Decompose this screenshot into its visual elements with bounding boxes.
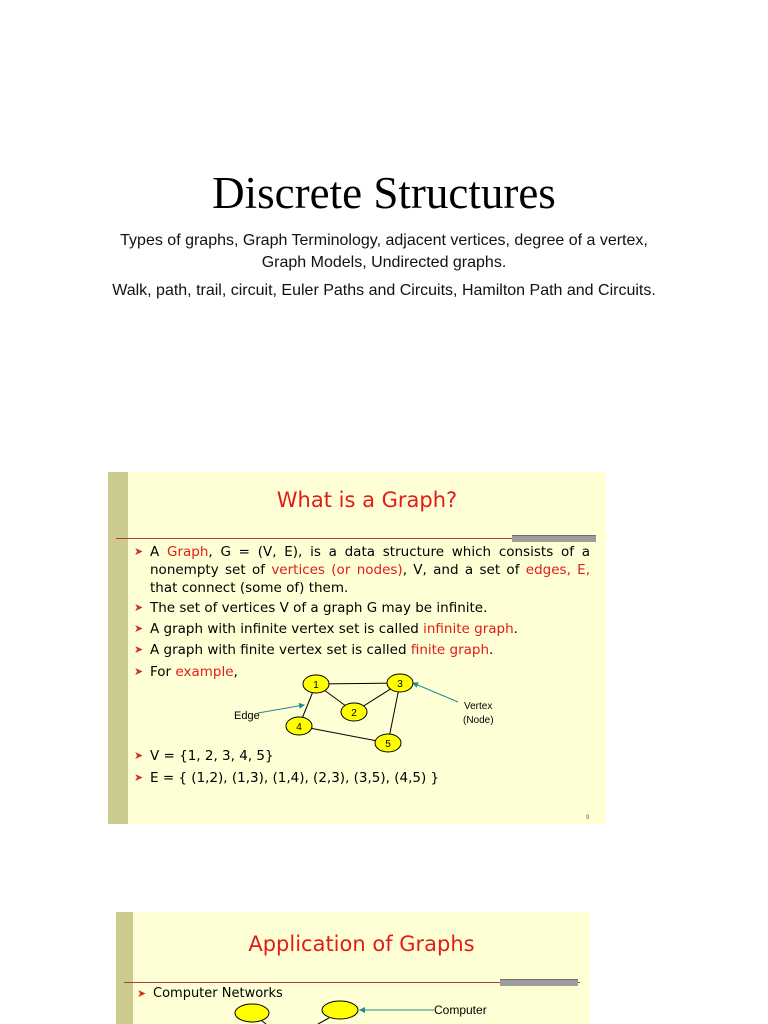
text: Computer Networks	[153, 986, 283, 1001]
text: , V, and a set of	[402, 562, 526, 578]
text: that connect (some of) them.	[150, 580, 349, 596]
page-title: Discrete Structures	[212, 168, 556, 218]
text: A graph with finite vertex set is called	[150, 642, 411, 658]
bullet-arrow-icon: ➤	[134, 545, 144, 558]
vertex-pointer-arrow	[413, 683, 458, 702]
text: V = {1, 2, 3, 4, 5}	[150, 748, 274, 764]
text: nonempty set of	[150, 562, 272, 578]
edge-caption: Edge	[234, 710, 260, 722]
edge-pointer-arrow	[258, 705, 304, 713]
slide-heading: What is a Graph?	[276, 488, 458, 512]
bullet-arrow-icon: ➤	[134, 771, 144, 784]
term-infinite-graph: infinite graph	[423, 621, 514, 637]
term-graph: Graph	[166, 544, 209, 560]
network-node	[322, 1001, 358, 1019]
bullet-arrow-icon: ➤	[134, 601, 144, 614]
bullet-arrow-icon: ➤	[134, 643, 144, 656]
text: .	[489, 642, 494, 658]
bullet-arrow-icon: ➤	[134, 622, 144, 635]
text: The set of vertices V of a graph G may be infinite.	[150, 600, 488, 616]
text: .	[513, 621, 518, 637]
slide-what-is-a-graph	[108, 472, 606, 824]
vertex-caption-line1: Vertex	[464, 701, 493, 712]
bullet-edge-set	[134, 769, 590, 787]
bullet-arrow-icon: ➤	[137, 987, 147, 1000]
network-diagram	[116, 912, 590, 1024]
term-finite-graph: finite graph	[410, 642, 490, 658]
term-vertices: vertices (or nodes)	[271, 562, 403, 578]
computer-caption: Computer	[434, 1003, 487, 1017]
node-label-4: 4	[296, 722, 302, 733]
text: A graph with infinite vertex set is called	[150, 621, 424, 637]
edge-4-5	[299, 726, 388, 743]
node-label-2: 2	[351, 708, 357, 719]
subtitle-line-2: Walk, path, trail, circuit, Euler Paths and Circuits, Hamilton Path and Circuits.	[112, 282, 656, 299]
slide-application-of-graphs	[116, 912, 590, 1024]
network-link	[318, 1018, 329, 1024]
bullet-arrow-icon: ➤	[134, 665, 144, 678]
network-node	[235, 1004, 269, 1022]
text: E = { (1,2), (1,3), (1,4), (2,3), (3,5), (4,5) }	[150, 770, 440, 786]
node-label-3: 3	[397, 679, 403, 690]
text: For	[150, 664, 176, 680]
text: A	[150, 544, 167, 560]
subtitle-line-1: Types of graphs, Graph Terminology, adjacent vertices, degree of a vertex, Graph Models, Undirected graphs.	[120, 232, 648, 271]
bullet-vertex-set	[134, 747, 590, 765]
slide-page-number: 9	[586, 815, 590, 821]
slide-heading: Application of Graphs	[248, 932, 475, 956]
bullet-arrow-icon: ➤	[134, 749, 144, 762]
term-edges: edges, E,	[525, 562, 591, 578]
term-example: example	[175, 664, 234, 680]
node-label-5: 5	[385, 739, 391, 750]
text: ,	[233, 664, 238, 680]
vertex-caption-line2: (Node)	[463, 715, 494, 726]
text: , G = (V, E), is a data structure which consists of a	[208, 544, 590, 560]
node-label-1: 1	[313, 680, 319, 691]
